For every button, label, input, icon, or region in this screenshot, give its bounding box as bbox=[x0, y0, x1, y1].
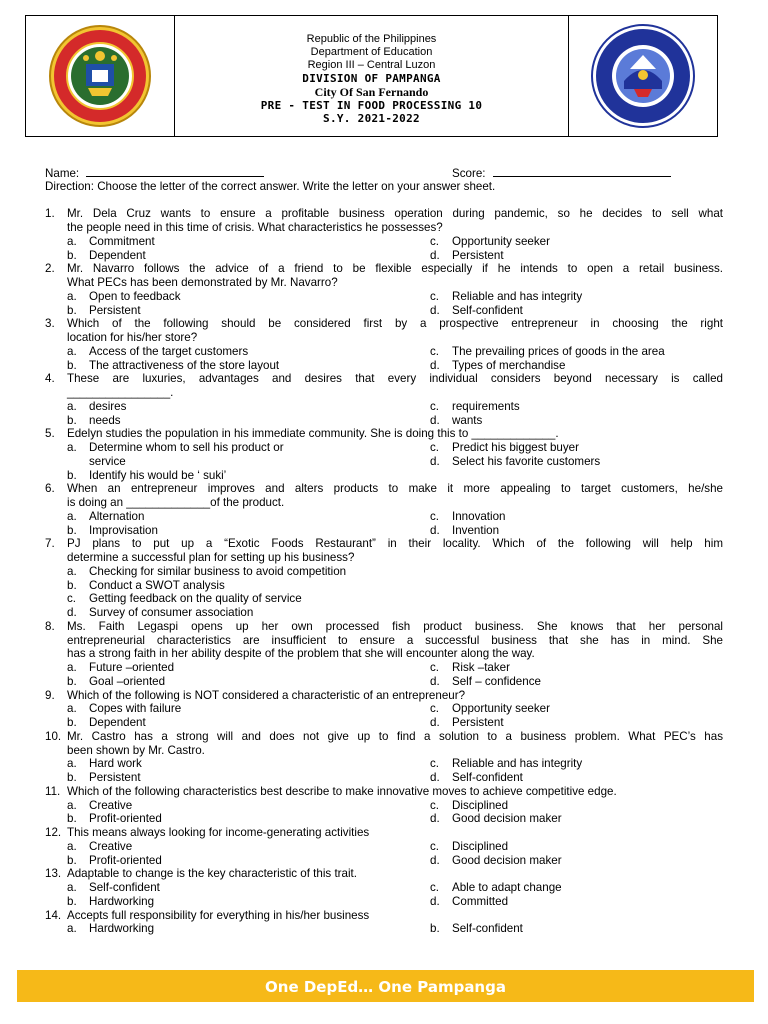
header-line-republic: Republic of the Philippines bbox=[306, 32, 437, 45]
question-text: Ms. Faith Legaspi opens up her own processed fish product business. She knows that her personal bbox=[67, 619, 723, 633]
question-text: determine a successful plan for setting up his business? bbox=[67, 551, 355, 564]
question-text: Mr. Dela Cruz wants to ensure a profitable business operation during pandemic, so he decides to sell what bbox=[67, 207, 723, 221]
option-text: Innovation bbox=[452, 509, 506, 523]
option-letter: c. bbox=[430, 839, 440, 853]
answer-option bbox=[67, 895, 154, 909]
direction: Direction: Choose the letter of the correct answer. Write the letter on your answer sheet. bbox=[45, 179, 496, 193]
question-line bbox=[45, 496, 723, 510]
question-item bbox=[45, 620, 723, 689]
option-row bbox=[45, 455, 723, 469]
question-line bbox=[45, 221, 723, 235]
question-list bbox=[45, 207, 723, 936]
option-letter: d. bbox=[430, 454, 440, 468]
option-letter: a. bbox=[67, 922, 77, 936]
option-text: Reliable and has integrity bbox=[452, 289, 583, 303]
option-text: requirements bbox=[452, 399, 520, 413]
option-text: Persistent bbox=[452, 248, 504, 262]
answer-option bbox=[430, 757, 582, 771]
question-item bbox=[45, 262, 723, 317]
option-text: Checking for similar business to avoid competition bbox=[89, 564, 347, 578]
header-text bbox=[175, 16, 569, 136]
answer-option bbox=[430, 510, 506, 524]
question-text: Adaptable to change is the key characteristic of this trait. bbox=[67, 867, 357, 881]
answer-option bbox=[67, 304, 141, 318]
question-line bbox=[45, 386, 723, 400]
option-letter: b. bbox=[430, 922, 440, 936]
answer-option bbox=[67, 565, 346, 579]
option-letter: b. bbox=[67, 894, 77, 908]
option-row bbox=[45, 881, 723, 895]
answer-option bbox=[67, 510, 144, 524]
question-text: These are luxuries, advantages and desires that every individual considers beyond necessary is called bbox=[67, 372, 723, 386]
option-row bbox=[45, 441, 723, 455]
option-letter: d. bbox=[430, 523, 440, 537]
question-line bbox=[45, 620, 723, 634]
option-text: Persistent bbox=[89, 303, 141, 317]
question-line bbox=[45, 785, 723, 799]
option-letter: a. bbox=[67, 344, 77, 358]
option-letter: b. bbox=[67, 812, 77, 826]
answer-option bbox=[67, 840, 132, 854]
option-row bbox=[45, 249, 723, 263]
option-text: Disciplined bbox=[452, 839, 509, 853]
answer-option bbox=[430, 812, 562, 826]
option-text: Goal –oriented bbox=[89, 674, 166, 688]
question-line bbox=[45, 909, 723, 923]
question-text: is doing an _____________of the product. bbox=[67, 496, 285, 509]
question-number: 10. bbox=[45, 729, 62, 743]
score-group bbox=[452, 166, 671, 181]
option-letter: a. bbox=[67, 441, 77, 454]
question-number: 2. bbox=[45, 262, 55, 276]
option-row bbox=[45, 565, 723, 579]
option-text: Alternation bbox=[89, 509, 145, 523]
question-line bbox=[45, 867, 723, 881]
question-line bbox=[45, 207, 723, 221]
question-text: Which of the following should be considered first by a prospective entrepreneur in choosing the right bbox=[67, 317, 723, 331]
answer-option bbox=[430, 304, 523, 318]
question-line bbox=[45, 730, 723, 744]
option-text: Good decision maker bbox=[452, 812, 562, 826]
question-line bbox=[45, 262, 723, 276]
option-row bbox=[45, 922, 723, 936]
option-text: Future –oriented bbox=[89, 661, 175, 674]
left-seal-cell bbox=[26, 16, 175, 136]
option-letter: c. bbox=[430, 661, 440, 674]
question-text: This means always looking for income-generating activities bbox=[67, 826, 370, 839]
question-text: Mr. Navarro follows the advice of a friend to be flexible especially if he intends to open a retail business. bbox=[67, 262, 723, 276]
question-item bbox=[45, 482, 723, 537]
option-letter: d. bbox=[430, 248, 440, 262]
question-item bbox=[45, 317, 723, 372]
name-score-row bbox=[45, 166, 723, 180]
question-line bbox=[45, 826, 723, 840]
option-row bbox=[45, 304, 723, 318]
kagawaran-seal-icon bbox=[590, 23, 696, 129]
score-field[interactable] bbox=[493, 166, 671, 177]
answer-option bbox=[67, 579, 225, 593]
question-line bbox=[45, 744, 723, 758]
answer-option bbox=[430, 235, 550, 249]
question-text: been shown by Mr. Castro. bbox=[67, 743, 205, 757]
answer-option bbox=[67, 359, 279, 373]
question-text: the people need in this time of crisis. What characteristics he possesses? bbox=[67, 221, 443, 234]
document-header bbox=[25, 15, 718, 137]
option-letter: b. bbox=[67, 248, 77, 262]
option-letter: a. bbox=[67, 661, 77, 674]
answer-option bbox=[67, 881, 160, 895]
option-letter: a. bbox=[67, 564, 77, 578]
question-number: 1. bbox=[45, 207, 55, 221]
option-text: Creative bbox=[89, 798, 133, 812]
question-number: 8. bbox=[45, 619, 55, 633]
answer-option bbox=[430, 290, 582, 304]
option-letter: b. bbox=[67, 674, 77, 688]
option-row bbox=[45, 510, 723, 524]
question-number: 7. bbox=[45, 537, 55, 551]
question-number: 11. bbox=[45, 784, 61, 798]
school-year: S.Y. 2021-2022 bbox=[323, 112, 420, 125]
option-letter: d. bbox=[430, 771, 440, 784]
option-letter: a. bbox=[67, 702, 77, 716]
option-letter: a. bbox=[67, 509, 77, 523]
option-letter: a. bbox=[67, 798, 77, 812]
option-text: Good decision maker bbox=[452, 853, 562, 867]
answer-option bbox=[67, 854, 162, 868]
option-text: Dependent bbox=[89, 716, 146, 729]
answer-option bbox=[430, 771, 523, 785]
option-row bbox=[45, 414, 723, 428]
option-text: Persistent bbox=[89, 771, 141, 784]
answer-option bbox=[430, 799, 508, 813]
answer-option bbox=[67, 757, 142, 771]
answer-option bbox=[67, 414, 121, 428]
option-letter: a. bbox=[67, 399, 77, 413]
option-text: wants bbox=[452, 413, 483, 427]
option-text: Disciplined bbox=[452, 798, 509, 812]
answer-option bbox=[430, 441, 579, 455]
option-text: The attractiveness of the store layout bbox=[89, 358, 280, 372]
option-letter: c. bbox=[430, 234, 440, 248]
option-letter: d. bbox=[67, 606, 77, 619]
option-letter: c. bbox=[430, 441, 440, 454]
answer-option bbox=[67, 249, 146, 263]
answer-option bbox=[67, 812, 162, 826]
option-letter: b. bbox=[67, 468, 77, 482]
question-number: 12. bbox=[45, 826, 62, 839]
option-letter: a. bbox=[67, 757, 77, 771]
question-line bbox=[45, 647, 723, 661]
question-item bbox=[45, 427, 723, 482]
option-text: Committed bbox=[452, 894, 509, 908]
option-text: Self-confident bbox=[89, 881, 160, 894]
option-letter: c. bbox=[430, 289, 440, 303]
option-row bbox=[45, 235, 723, 249]
question-text: What PECs has been demonstrated by Mr. Navarro? bbox=[67, 276, 338, 289]
option-letter: d. bbox=[430, 894, 440, 908]
answer-option bbox=[67, 922, 154, 936]
question-line bbox=[45, 551, 723, 565]
option-letter: a. bbox=[67, 234, 77, 248]
question-number: 4. bbox=[45, 372, 55, 386]
answer-option bbox=[67, 524, 158, 538]
answer-option bbox=[67, 455, 126, 469]
answer-option bbox=[430, 524, 499, 538]
question-item bbox=[45, 689, 723, 730]
header-division: DIVISION OF PAMPANGA bbox=[302, 72, 441, 86]
answer-option bbox=[430, 854, 562, 868]
answer-option bbox=[67, 771, 141, 785]
option-letter: a. bbox=[67, 839, 77, 853]
option-text: The prevailing prices of goods in the area bbox=[452, 344, 665, 358]
option-text: Survey of consumer association bbox=[89, 606, 254, 619]
option-text: Dependent bbox=[89, 248, 146, 262]
question-number: 14. bbox=[45, 908, 62, 922]
option-text: Opportunity seeker bbox=[452, 702, 550, 716]
question-item bbox=[45, 537, 723, 620]
option-letter: d. bbox=[430, 716, 440, 729]
option-text: Persistent bbox=[452, 716, 504, 729]
option-letter: c. bbox=[430, 509, 440, 523]
option-text: Open to feedback bbox=[89, 289, 181, 303]
option-letter: b. bbox=[67, 771, 77, 784]
option-text: Select his favorite customers bbox=[452, 454, 601, 468]
option-letter: d. bbox=[430, 853, 440, 867]
question-text: entrepreneurial characteristics are insufficient to ensure a successful business that she has in mind. She bbox=[67, 633, 723, 647]
option-text: Reliable and has integrity bbox=[452, 757, 583, 771]
option-text: Self-confident bbox=[452, 771, 523, 784]
option-row bbox=[45, 771, 723, 785]
option-letter: d. bbox=[430, 812, 440, 826]
option-letter: b. bbox=[67, 853, 77, 867]
question-text: Accepts full responsibility for everything in his/her business bbox=[67, 908, 370, 922]
option-row bbox=[45, 592, 723, 606]
option-letter: c. bbox=[430, 798, 440, 812]
question-line bbox=[45, 276, 723, 290]
answer-option bbox=[430, 661, 510, 675]
header-line-department: Department of Education bbox=[310, 45, 433, 58]
question-item bbox=[45, 909, 723, 937]
answer-option bbox=[430, 675, 541, 689]
option-text: Opportunity seeker bbox=[452, 234, 550, 248]
question-text: has a strong faith in her ability despite of the problem that she will encounter along the way. bbox=[67, 647, 535, 661]
option-row bbox=[45, 716, 723, 730]
option-text: Profit-oriented bbox=[89, 853, 162, 867]
question-text: Mr. Castro has a strong will and does not give up to find a solution to a business problem. What PEC’s has bbox=[67, 729, 723, 743]
question-line bbox=[45, 331, 723, 345]
option-text: Risk –taker bbox=[452, 661, 510, 674]
option-text: Predict his biggest buyer bbox=[452, 441, 579, 454]
answer-option bbox=[430, 400, 520, 414]
question-number: 5. bbox=[45, 427, 55, 441]
option-row bbox=[45, 895, 723, 909]
answer-option bbox=[430, 895, 508, 909]
option-letter: d. bbox=[430, 358, 440, 372]
name-field[interactable] bbox=[86, 166, 264, 177]
option-row bbox=[45, 661, 723, 675]
question-item bbox=[45, 730, 723, 785]
option-letter: c. bbox=[430, 702, 440, 716]
option-row bbox=[45, 359, 723, 373]
option-letter: b. bbox=[67, 358, 77, 372]
option-row bbox=[45, 812, 723, 826]
question-item bbox=[45, 785, 723, 826]
score-label: Score: bbox=[452, 167, 486, 180]
question-item bbox=[45, 207, 723, 262]
option-row bbox=[45, 606, 723, 620]
answer-option bbox=[67, 290, 181, 304]
answer-option bbox=[67, 675, 165, 689]
option-text: Self-confident bbox=[452, 303, 523, 317]
option-letter: c. bbox=[430, 881, 440, 894]
answer-option bbox=[67, 469, 226, 483]
option-text: Commitment bbox=[89, 234, 155, 248]
question-number: 3. bbox=[45, 317, 55, 331]
option-text: Copes with failure bbox=[89, 702, 182, 716]
right-seal-cell bbox=[569, 16, 717, 136]
answer-option bbox=[67, 400, 126, 414]
option-letter: c. bbox=[430, 757, 440, 771]
option-text: Identify his would be ‘ suki’ bbox=[89, 468, 227, 482]
name-label: Name: bbox=[45, 167, 80, 180]
option-text: Hardworking bbox=[89, 894, 155, 908]
option-text: Self-confident bbox=[452, 922, 523, 936]
option-text: Invention bbox=[452, 523, 500, 537]
answer-option bbox=[67, 661, 174, 675]
answer-option bbox=[430, 359, 565, 373]
option-text: needs bbox=[89, 413, 121, 427]
footer-banner: One DepEd… One Pampanga bbox=[17, 970, 754, 1002]
option-row bbox=[45, 469, 723, 483]
option-row bbox=[45, 524, 723, 538]
answer-option bbox=[430, 345, 665, 359]
question-line bbox=[45, 482, 723, 496]
option-letter: c. bbox=[430, 344, 440, 358]
question-line bbox=[45, 317, 723, 331]
answer-option bbox=[67, 235, 155, 249]
answer-option bbox=[430, 414, 482, 428]
option-row bbox=[45, 400, 723, 414]
option-letter: b. bbox=[67, 578, 77, 592]
answer-option bbox=[67, 441, 284, 455]
question-number: 9. bbox=[45, 688, 55, 702]
deped-division-seal-icon bbox=[48, 24, 152, 128]
option-row bbox=[45, 702, 723, 716]
option-letter: d. bbox=[430, 413, 440, 427]
option-text: Determine whom to sell his product or bbox=[89, 441, 284, 454]
option-text: Improvisation bbox=[89, 523, 158, 537]
option-row bbox=[45, 757, 723, 771]
question-item bbox=[45, 826, 723, 867]
option-letter: b. bbox=[67, 413, 77, 427]
option-text: Hardworking bbox=[89, 922, 155, 936]
option-row bbox=[45, 840, 723, 854]
option-letter: c. bbox=[67, 592, 77, 606]
answer-option bbox=[430, 922, 523, 936]
header-line-region: Region III – Central Luzon bbox=[307, 59, 436, 72]
option-row bbox=[45, 290, 723, 304]
answer-option bbox=[430, 455, 600, 469]
question-text: PJ plans to put up a “Exotic Foods Restaurant” in their locality. Which of the following will help him bbox=[67, 537, 723, 551]
option-text: desires bbox=[89, 399, 127, 413]
option-row bbox=[45, 854, 723, 868]
question-line bbox=[45, 634, 723, 648]
option-text: Self – confidence bbox=[452, 674, 541, 688]
option-text: Getting feedback on the quality of service bbox=[89, 592, 302, 606]
answer-option bbox=[430, 249, 504, 263]
question-line bbox=[45, 427, 723, 441]
answer-option bbox=[67, 606, 253, 620]
option-text: Conduct a SWOT analysis bbox=[89, 578, 225, 592]
option-letter: c. bbox=[430, 399, 440, 413]
option-letter: b. bbox=[67, 523, 77, 537]
option-text: Able to adapt change bbox=[452, 881, 562, 894]
option-letter: d. bbox=[430, 303, 440, 317]
question-text: Edelyn studies the population in his immediate community. She is doing this to _____________. bbox=[67, 427, 559, 441]
option-letter: b. bbox=[67, 303, 77, 317]
question-line bbox=[45, 537, 723, 551]
option-letter: a. bbox=[67, 881, 77, 894]
answer-option bbox=[430, 702, 550, 716]
header-city: City Of San Fernando bbox=[314, 84, 429, 99]
option-text: Creative bbox=[89, 839, 133, 853]
question-line bbox=[45, 372, 723, 386]
question-line bbox=[45, 689, 723, 703]
option-text: service bbox=[89, 454, 126, 468]
question-item bbox=[45, 867, 723, 908]
option-letter: a. bbox=[67, 289, 77, 303]
answer-option bbox=[67, 345, 248, 359]
option-letter: b. bbox=[67, 716, 77, 729]
answer-option bbox=[430, 840, 508, 854]
option-text: Hard work bbox=[89, 757, 142, 771]
question-text: Which of the following characteristics best describe to make innovative moves to achieve competitive edge. bbox=[67, 784, 617, 798]
exam-body bbox=[45, 166, 723, 936]
question-number: 13. bbox=[45, 867, 62, 881]
answer-option bbox=[430, 881, 562, 895]
option-text: Profit-oriented bbox=[89, 812, 162, 826]
option-text: Access of the target customers bbox=[89, 344, 249, 358]
question-number: 6. bbox=[45, 482, 55, 496]
option-row bbox=[45, 579, 723, 593]
answer-option bbox=[67, 716, 146, 730]
answer-option bbox=[430, 716, 504, 730]
option-text: Types of merchandise bbox=[452, 358, 566, 372]
answer-option bbox=[67, 702, 181, 716]
question-text: Which of the following is NOT considered a characteristic of an entrepreneur? bbox=[67, 688, 466, 702]
option-row bbox=[45, 345, 723, 359]
option-row bbox=[45, 799, 723, 813]
question-text: When an entrepreneur improves and alters products to make it more appealing to target customers, he/she bbox=[67, 482, 723, 496]
question-text: ________________. bbox=[67, 386, 174, 399]
question-item bbox=[45, 372, 723, 427]
answer-option bbox=[67, 799, 132, 813]
test-title: PRE - TEST IN FOOD PROCESSING 10 bbox=[260, 98, 483, 112]
option-letter: d. bbox=[430, 674, 440, 688]
option-row bbox=[45, 675, 723, 689]
question-text: location for his/her store? bbox=[67, 331, 198, 344]
answer-option bbox=[67, 592, 302, 606]
